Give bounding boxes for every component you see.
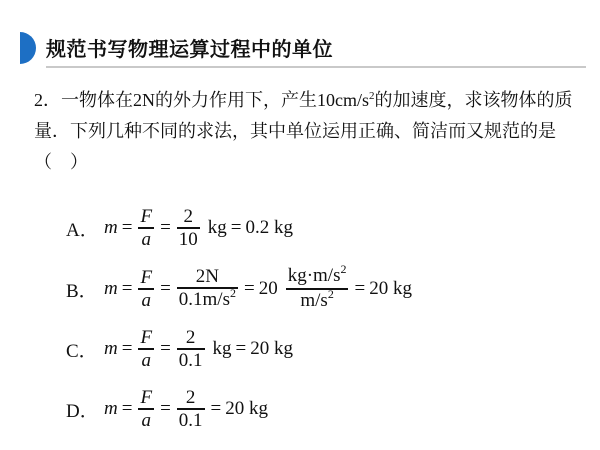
option-c [66, 324, 293, 374]
question-text-part2: 的外力作用下，产生 [155, 90, 317, 111]
quantity-fraction [177, 266, 238, 311]
denominator-exponent: 2 [229, 285, 236, 300]
number-fraction [177, 206, 200, 249]
question-number: 2． [34, 90, 61, 110]
acceleration-exponent: 2 [369, 90, 375, 102]
equals-sign: = [121, 217, 133, 238]
equals-sign: = [235, 338, 247, 359]
unit-denominator-text: m/s [300, 289, 328, 311]
page-title: 规范书写物理运算过程中的单位 [46, 37, 333, 61]
denominator: 0.1 [178, 409, 203, 431]
unit-fraction [286, 262, 349, 312]
mass-symbol: m [104, 398, 118, 419]
header-divider [46, 66, 586, 68]
option-b [66, 264, 412, 314]
section-header [0, 0, 600, 68]
numerator: 2N [195, 266, 219, 288]
unit-text: kg [212, 338, 232, 359]
number-fraction [177, 327, 205, 370]
equals-sign: = [160, 398, 171, 419]
numerator: F [140, 267, 153, 289]
result-value: 20 kg [250, 338, 293, 359]
force-value: 2N [133, 90, 155, 110]
question-text-part1: 一物体在 [61, 90, 133, 111]
intermediate-value: 20 [258, 278, 278, 299]
question-text [34, 85, 574, 178]
equals-sign: = [243, 278, 255, 299]
result-value: 0.2 kg [245, 217, 293, 238]
mass-symbol: m [104, 338, 118, 359]
equals-sign: = [121, 278, 133, 299]
numerator: F [140, 387, 153, 409]
denominator: a [141, 349, 151, 371]
option-letter: A． [66, 219, 99, 241]
unit-denominator-exponent: 2 [327, 286, 334, 301]
result-value: 20 kg [225, 398, 268, 419]
equals-sign: = [160, 278, 171, 299]
denominator-text: 0.1m/s [178, 288, 230, 310]
numerator: F [140, 206, 153, 228]
denominator: 10 [178, 228, 198, 250]
denominator: a [141, 289, 151, 311]
option-letter: C． [66, 340, 98, 362]
number-fraction [177, 387, 205, 430]
mass-symbol: m [104, 217, 118, 238]
denominator [177, 285, 238, 312]
denominator: a [141, 228, 151, 250]
force-over-accel-fraction [138, 206, 154, 249]
header-accent-tab [20, 32, 36, 64]
numerator: 2 [185, 327, 196, 349]
denominator: 0.1 [178, 349, 203, 371]
equals-sign: = [230, 217, 242, 238]
denominator: a [141, 409, 151, 431]
option-d [66, 384, 268, 434]
question-text-part3: 的加速度，求该物体的质量．下列几种不同的求法，其中单位运用正确、简洁而又规范的是（ ） [34, 90, 573, 173]
numerator: 2 [185, 387, 196, 409]
mass-symbol: m [104, 278, 118, 299]
force-over-accel-fraction [138, 387, 154, 430]
equals-sign: = [354, 278, 366, 299]
unit-numerator-text: kg·m/s [287, 265, 341, 287]
numerator: F [140, 327, 153, 349]
result-value: 20 kg [369, 278, 412, 299]
unit-text: kg [207, 217, 227, 238]
option-a [66, 203, 293, 253]
denominator [298, 286, 335, 313]
equals-sign: = [210, 398, 222, 419]
equals-sign: = [160, 338, 171, 359]
acceleration-value: 10cm/s [317, 90, 369, 110]
option-letter: B． [66, 280, 98, 302]
equals-sign: = [160, 217, 171, 238]
equals-sign: = [121, 338, 133, 359]
unit-numerator-exponent: 2 [340, 262, 347, 277]
force-over-accel-fraction [138, 327, 154, 370]
force-over-accel-fraction [138, 267, 154, 310]
equals-sign: = [121, 398, 133, 419]
numerator [286, 262, 349, 288]
numerator: 2 [183, 206, 194, 228]
option-letter: D． [66, 400, 99, 422]
